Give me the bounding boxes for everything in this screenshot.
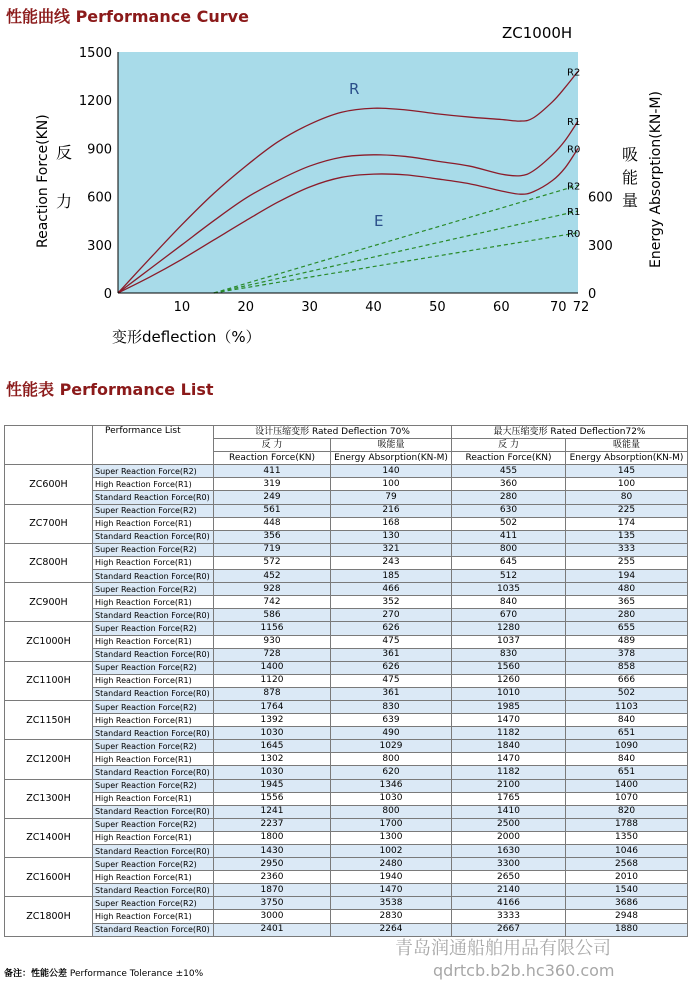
value-cell: 3333	[452, 910, 566, 923]
value-cell: 1470	[452, 753, 566, 766]
value-cell: 1392	[214, 714, 331, 727]
y-axis-label-right: Energy Absorption(KN-M)	[648, 91, 664, 268]
value-cell: 448	[214, 517, 331, 530]
value-cell: 333	[566, 543, 688, 556]
footnote	[4, 966, 203, 979]
value-cell: 1840	[452, 740, 566, 753]
value-cell: 1090	[566, 740, 688, 753]
value-cell: 2948	[566, 910, 688, 923]
row-type-cell: High Reaction Force(R1)	[93, 792, 214, 805]
value-cell: 840	[566, 714, 688, 727]
energy-series-label-r0: R0	[567, 228, 581, 240]
value-cell: 1400	[214, 661, 331, 674]
value-cell: 1764	[214, 700, 331, 713]
value-cell: 626	[331, 622, 452, 635]
x-tick-label: 60	[493, 300, 510, 315]
table-row	[5, 491, 688, 504]
value-cell: 411	[452, 530, 566, 543]
value-cell: 651	[566, 727, 688, 740]
value-cell: 1300	[331, 831, 452, 844]
row-type-cell: High Reaction Force(R1)	[93, 556, 214, 569]
value-cell: 830	[452, 648, 566, 661]
value-cell: 1470	[452, 714, 566, 727]
value-cell: 1070	[566, 792, 688, 805]
table-row	[5, 740, 688, 753]
value-cell: 1046	[566, 845, 688, 858]
row-type-cell: Super Reaction Force(R2)	[93, 661, 214, 674]
value-cell: 2650	[452, 871, 566, 884]
value-cell: 1560	[452, 661, 566, 674]
table-row	[5, 884, 688, 897]
row-type-cell: Super Reaction Force(R2)	[93, 583, 214, 596]
value-cell: 1241	[214, 805, 331, 818]
value-cell: 490	[331, 727, 452, 740]
value-cell: 1182	[452, 727, 566, 740]
model-name-cell: ZC1300H	[5, 779, 93, 818]
value-cell: 1302	[214, 753, 331, 766]
value-cell: 502	[452, 517, 566, 530]
value-cell: 100	[331, 478, 452, 491]
table-header-max: 最大压缩变形 Rated Deflection72%	[452, 426, 688, 439]
value-cell: 666	[566, 674, 688, 687]
value-cell: 378	[566, 648, 688, 661]
model-name-cell: ZC1000H	[5, 622, 93, 661]
value-cell: 356	[214, 530, 331, 543]
value-cell: 1788	[566, 818, 688, 831]
value-cell: 1800	[214, 831, 331, 844]
value-cell: 840	[452, 596, 566, 609]
value-cell: 1985	[452, 700, 566, 713]
row-type-cell: Standard Reaction Force(R0)	[93, 648, 214, 661]
row-type-cell: Standard Reaction Force(R0)	[93, 766, 214, 779]
value-cell: 1700	[331, 818, 452, 831]
value-cell: 1350	[566, 831, 688, 844]
reaction-series-label-r2: R2	[567, 67, 581, 79]
model-name-cell: ZC1100H	[5, 661, 93, 700]
curve-label-e: E	[374, 212, 384, 230]
value-cell: 1870	[214, 884, 331, 897]
value-cell: 561	[214, 504, 331, 517]
value-cell: 858	[566, 661, 688, 674]
value-cell: 630	[452, 504, 566, 517]
value-cell: 742	[214, 596, 331, 609]
value-cell: 651	[566, 766, 688, 779]
value-cell: 130	[331, 530, 452, 543]
value-cell: 830	[331, 700, 452, 713]
table-row	[5, 687, 688, 700]
energy-series-label-r2: R2	[567, 181, 581, 193]
value-cell: 100	[566, 478, 688, 491]
y-tick-label: 1200	[78, 94, 112, 110]
value-cell: 2140	[452, 884, 566, 897]
x-tick-label: 40	[365, 300, 382, 315]
model-name-cell: ZC900H	[5, 583, 93, 622]
value-cell: 249	[214, 491, 331, 504]
x-tick-label: 70	[549, 300, 567, 315]
row-type-cell: High Reaction Force(R1)	[93, 831, 214, 844]
value-cell: 1156	[214, 622, 331, 635]
value-cell: 360	[452, 478, 566, 491]
value-cell: 319	[214, 478, 331, 491]
performance-table	[4, 425, 688, 937]
value-cell: 3000	[214, 910, 331, 923]
value-cell: 1260	[452, 674, 566, 687]
value-cell: 280	[452, 491, 566, 504]
value-cell: 2401	[214, 923, 331, 936]
row-type-cell: Super Reaction Force(R2)	[93, 465, 214, 478]
y-tick-label: 300	[87, 238, 112, 254]
value-cell: 80	[566, 491, 688, 504]
table-row	[5, 779, 688, 792]
row-type-cell: Super Reaction Force(R2)	[93, 858, 214, 871]
y-tick-label: 600	[87, 190, 112, 206]
value-cell: 4166	[452, 897, 566, 910]
table-row	[5, 792, 688, 805]
row-type-cell: Standard Reaction Force(R0)	[93, 727, 214, 740]
value-cell: 3686	[566, 897, 688, 910]
value-cell: 1010	[452, 687, 566, 700]
table-row	[5, 818, 688, 831]
model-name-cell: ZC600H	[5, 465, 93, 504]
value-cell: 1030	[214, 766, 331, 779]
value-cell: 1765	[452, 792, 566, 805]
curve-section-title: 性能曲线 Performance Curve	[6, 7, 249, 26]
table-header-energy-cn: 吸能量	[331, 439, 452, 452]
table-row	[5, 609, 688, 622]
y-axis-label-right-cn-3: 量	[622, 191, 639, 210]
model-name-cell: ZC700H	[5, 504, 93, 543]
value-cell: 1400	[566, 779, 688, 792]
y-axis-label-left-cn-2: 力	[56, 192, 73, 211]
value-cell: 270	[331, 609, 452, 622]
value-cell: 2360	[214, 871, 331, 884]
value-cell: 168	[331, 517, 452, 530]
row-type-cell: Super Reaction Force(R2)	[93, 779, 214, 792]
row-type-cell: High Reaction Force(R1)	[93, 596, 214, 609]
value-cell: 1940	[331, 871, 452, 884]
row-type-cell: Super Reaction Force(R2)	[93, 622, 214, 635]
table-row	[5, 910, 688, 923]
table-row	[5, 583, 688, 596]
value-cell: 800	[331, 805, 452, 818]
chart-title: ZC1000H	[502, 24, 573, 42]
performance-curve-chart	[0, 0, 690, 360]
value-cell: 626	[331, 661, 452, 674]
row-type-cell: Super Reaction Force(R2)	[93, 740, 214, 753]
row-type-cell: Standard Reaction Force(R0)	[93, 845, 214, 858]
footnote-text: 性能公差	[31, 969, 68, 979]
footnote-tolerance: Performance Tolerance ±10%	[69, 969, 204, 979]
table-header-performance-list: Performance List	[93, 426, 214, 465]
value-cell: 1556	[214, 792, 331, 805]
row-type-cell: High Reaction Force(R1)	[93, 674, 214, 687]
value-cell: 174	[566, 517, 688, 530]
value-cell: 361	[331, 687, 452, 700]
value-cell: 728	[214, 648, 331, 661]
value-cell: 1030	[331, 792, 452, 805]
value-cell: 280	[566, 609, 688, 622]
value-cell: 3750	[214, 897, 331, 910]
table-header-reaction-cn: 反 力	[452, 439, 566, 452]
value-cell: 930	[214, 635, 331, 648]
value-cell: 800	[331, 753, 452, 766]
x-tick-label: 20	[237, 300, 255, 315]
table-row	[5, 871, 688, 884]
table-header-energy-cn: 吸能量	[566, 439, 688, 452]
value-cell: 586	[214, 609, 331, 622]
table-row	[5, 897, 688, 910]
row-type-cell: Standard Reaction Force(R0)	[93, 570, 214, 583]
value-cell: 145	[566, 465, 688, 478]
table-row	[5, 700, 688, 713]
row-type-cell: Super Reaction Force(R2)	[93, 700, 214, 713]
value-cell: 1002	[331, 845, 452, 858]
value-cell: 455	[452, 465, 566, 478]
value-cell: 512	[452, 570, 566, 583]
row-type-cell: High Reaction Force(R1)	[93, 635, 214, 648]
value-cell: 361	[331, 648, 452, 661]
table-row	[5, 858, 688, 871]
table-row	[5, 517, 688, 530]
value-cell: 1120	[214, 674, 331, 687]
table-corner-cell	[5, 426, 93, 465]
value-cell: 639	[331, 714, 452, 727]
y-axis-label-right-cn-1: 吸	[622, 145, 639, 164]
x-tick-label: 50	[429, 300, 446, 315]
row-type-cell: Standard Reaction Force(R0)	[93, 609, 214, 622]
value-cell: 670	[452, 609, 566, 622]
value-cell: 185	[331, 570, 452, 583]
table-row	[5, 504, 688, 517]
value-cell: 1470	[331, 884, 452, 897]
value-cell: 466	[331, 583, 452, 596]
value-cell: 1037	[452, 635, 566, 648]
row-type-cell: High Reaction Force(R1)	[93, 871, 214, 884]
table-row	[5, 596, 688, 609]
value-cell: 1540	[566, 884, 688, 897]
row-type-cell: Super Reaction Force(R2)	[93, 818, 214, 831]
footnote-label: 备注：	[4, 969, 32, 979]
value-cell: 140	[331, 465, 452, 478]
y-tick-label: 1500	[78, 46, 112, 61]
y-axis-label-left-cn-1: 反	[56, 143, 73, 162]
value-cell: 411	[214, 465, 331, 478]
value-cell: 243	[331, 556, 452, 569]
value-cell: 216	[331, 504, 452, 517]
row-type-cell: Standard Reaction Force(R0)	[93, 805, 214, 818]
value-cell: 2100	[452, 779, 566, 792]
table-header-rated: 设计压缩变形 Rated Deflection 70%	[214, 426, 452, 439]
value-cell: 452	[214, 570, 331, 583]
row-type-cell: Super Reaction Force(R2)	[93, 543, 214, 556]
table-row	[5, 766, 688, 779]
value-cell: 572	[214, 556, 331, 569]
value-cell: 489	[566, 635, 688, 648]
model-name-cell: ZC1400H	[5, 818, 93, 857]
table-row	[5, 661, 688, 674]
y-axis-label-right-cn-2: 能	[622, 168, 639, 187]
value-cell: 620	[331, 766, 452, 779]
value-cell: 2500	[452, 818, 566, 831]
y-tick-label: 0	[103, 287, 112, 302]
table-row	[5, 845, 688, 858]
value-cell: 1880	[566, 923, 688, 936]
table-row	[5, 635, 688, 648]
value-cell: 321	[331, 543, 452, 556]
table-row	[5, 622, 688, 635]
y2-tick-label: 300	[588, 238, 613, 254]
value-cell: 1630	[452, 845, 566, 858]
table-row	[5, 753, 688, 766]
curve-label-r: R	[349, 80, 360, 98]
value-cell: 3538	[331, 897, 452, 910]
x-tick-label: 30	[301, 300, 318, 315]
table-header-reaction-en: Reaction Force(KN)	[214, 452, 331, 465]
value-cell: 365	[566, 596, 688, 609]
table-row	[5, 556, 688, 569]
row-type-cell: Standard Reaction Force(R0)	[93, 884, 214, 897]
watermark-text: 青岛润通船舶用品有限公司	[395, 938, 611, 959]
table-row	[5, 570, 688, 583]
model-name-cell: ZC1150H	[5, 700, 93, 739]
value-cell: 135	[566, 530, 688, 543]
value-cell: 2000	[452, 831, 566, 844]
value-cell: 475	[331, 674, 452, 687]
row-type-cell: Super Reaction Force(R2)	[93, 897, 214, 910]
table-row	[5, 543, 688, 556]
table-row	[5, 648, 688, 661]
value-cell: 2480	[331, 858, 452, 871]
value-cell: 480	[566, 583, 688, 596]
row-type-cell: Standard Reaction Force(R0)	[93, 687, 214, 700]
value-cell: 840	[566, 753, 688, 766]
value-cell: 2667	[452, 923, 566, 936]
value-cell: 2950	[214, 858, 331, 871]
table-row	[5, 714, 688, 727]
value-cell: 255	[566, 556, 688, 569]
model-name-cell: ZC1800H	[5, 897, 93, 936]
table-row	[5, 674, 688, 687]
value-cell: 1182	[452, 766, 566, 779]
value-cell: 2237	[214, 818, 331, 831]
value-cell: 1029	[331, 740, 452, 753]
value-cell: 1346	[331, 779, 452, 792]
value-cell: 1410	[452, 805, 566, 818]
x-tick-label: 72	[572, 300, 590, 315]
model-name-cell: ZC1200H	[5, 740, 93, 779]
value-cell: 800	[452, 543, 566, 556]
row-type-cell: Super Reaction Force(R2)	[93, 504, 214, 517]
model-name-cell: ZC1600H	[5, 858, 93, 897]
value-cell: 2010	[566, 871, 688, 884]
x-axis-label: 变形deflection（%）	[112, 328, 261, 346]
value-cell: 502	[566, 687, 688, 700]
value-cell: 1035	[452, 583, 566, 596]
row-type-cell: Standard Reaction Force(R0)	[93, 923, 214, 936]
value-cell: 1030	[214, 727, 331, 740]
table-row	[5, 805, 688, 818]
table-header-energy-en: Energy Absorption(KN-M)	[331, 452, 452, 465]
row-type-cell: High Reaction Force(R1)	[93, 910, 214, 923]
value-cell: 3300	[452, 858, 566, 871]
y-tick-label: 900	[87, 142, 112, 158]
model-name-cell: ZC800H	[5, 543, 93, 582]
value-cell: 820	[566, 805, 688, 818]
value-cell: 1280	[452, 622, 566, 635]
value-cell: 1945	[214, 779, 331, 792]
table-row	[5, 465, 688, 478]
watermark-url: qdrtcb.b2b.hc360.com	[433, 961, 615, 980]
value-cell: 928	[214, 583, 331, 596]
energy-series-label-r1: R1	[567, 207, 581, 219]
value-cell: 194	[566, 570, 688, 583]
value-cell: 2830	[331, 910, 452, 923]
table-row	[5, 727, 688, 740]
row-type-cell: High Reaction Force(R1)	[93, 714, 214, 727]
row-type-cell: High Reaction Force(R1)	[93, 753, 214, 766]
list-section-title: 性能表 Performance List	[6, 380, 214, 399]
table-header-reaction-cn: 反 力	[214, 439, 331, 452]
y2-tick-label: 600	[588, 190, 613, 206]
value-cell: 225	[566, 504, 688, 517]
value-cell: 79	[331, 491, 452, 504]
table-row	[5, 478, 688, 491]
row-type-cell: Standard Reaction Force(R0)	[93, 530, 214, 543]
value-cell: 655	[566, 622, 688, 635]
table-header-reaction-en: Reaction Force(KN)	[452, 452, 566, 465]
reaction-series-label-r0: R0	[567, 144, 581, 156]
x-tick-label: 10	[173, 300, 191, 315]
y2-tick-label: 0	[588, 287, 597, 302]
value-cell: 2264	[331, 923, 452, 936]
value-cell: 1103	[566, 700, 688, 713]
table-header-energy-en: Energy Absorption(KN-M)	[566, 452, 688, 465]
row-type-cell: Standard Reaction Force(R0)	[93, 491, 214, 504]
value-cell: 1430	[214, 845, 331, 858]
table-row	[5, 831, 688, 844]
value-cell: 878	[214, 687, 331, 700]
row-type-cell: High Reaction Force(R1)	[93, 478, 214, 491]
value-cell: 352	[331, 596, 452, 609]
reaction-series-label-r1: R1	[567, 117, 581, 129]
value-cell: 645	[452, 556, 566, 569]
value-cell: 475	[331, 635, 452, 648]
value-cell: 2568	[566, 858, 688, 871]
y-axis-label-left: Reaction Force(KN)	[35, 114, 51, 248]
row-type-cell: High Reaction Force(R1)	[93, 517, 214, 530]
value-cell: 719	[214, 543, 331, 556]
table-row	[5, 530, 688, 543]
value-cell: 1645	[214, 740, 331, 753]
